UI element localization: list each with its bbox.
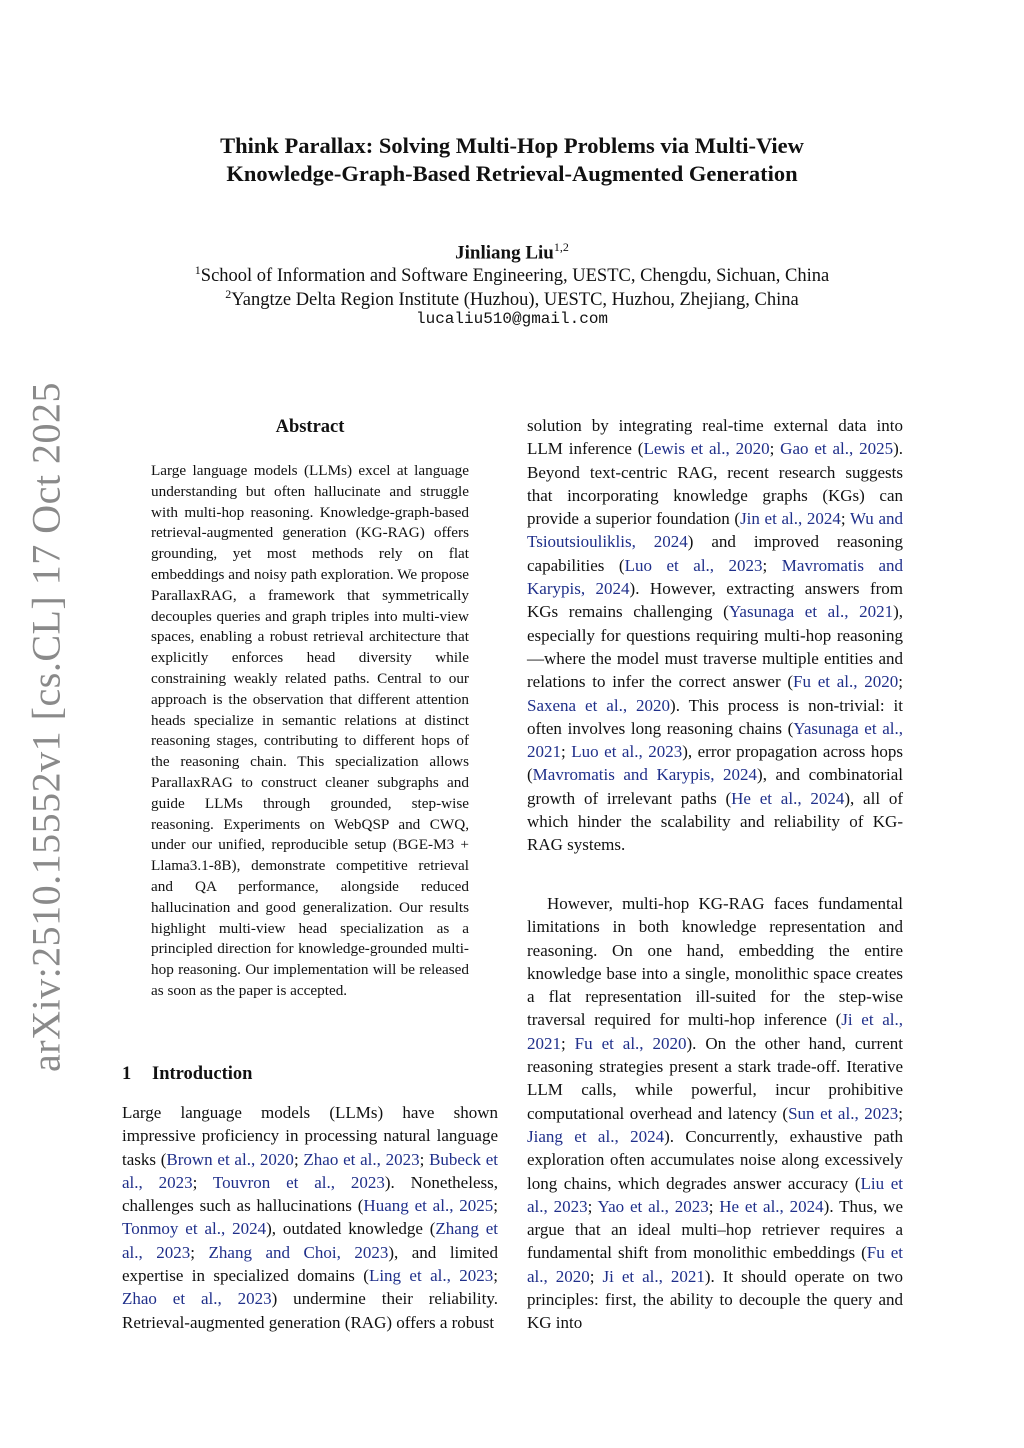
paragraph-text: ). On the other hand, current reasoning strategies present a stark trade-off. Iterative LLM calls, while powerful, incur prohibitive computational overhead and latency (	[527, 1033, 903, 1123]
citation-link[interactable]: Tonmoy et al., 2024	[122, 1219, 267, 1239]
affiliation-1-text: School of Information and Software Engineering, UESTC, Chengdu, Sichuan, China	[200, 266, 830, 287]
citation-link[interactable]: Ji et al., 2021	[527, 1010, 903, 1053]
paragraph-text: ;	[561, 1033, 575, 1053]
paragraph-text: ;	[587, 1196, 598, 1216]
paragraph-text: ;	[493, 1196, 498, 1216]
affiliation-2-text: Yangtze Delta Region Institute (Huzhou), UESTC, Huzhou, Zhejiang, China	[231, 290, 799, 311]
paragraph-text: ). This process is non-trivial: it often involves long reasoning chains (	[527, 695, 903, 738]
citation-link[interactable]: Wu and Tsioutsiouliklis, 2024	[527, 509, 903, 552]
paragraph-text: ). It should operate on two principles: first, the ability to decouple the query and KG into	[527, 1266, 903, 1333]
citation-link[interactable]: Gao et al., 2025	[780, 439, 894, 459]
section-title: Introduction	[152, 1064, 253, 1084]
paragraph-text: ;	[762, 555, 782, 575]
paragraph-text: ;	[898, 672, 903, 692]
paragraph-text: ), all of which hinder the scalability and reliability of KG-RAG systems.	[527, 788, 903, 855]
citation-link[interactable]: Huang et al., 2025	[363, 1196, 494, 1216]
citation-link[interactable]: He et al., 2024	[731, 788, 845, 808]
paragraph-text: ;	[898, 1103, 904, 1123]
citation-link[interactable]: Bubeck et al., 2023	[122, 1149, 498, 1192]
intro-paragraph-1-right	[527, 414, 903, 857]
paragraph-text: ;	[419, 1149, 430, 1169]
affiliation-2-mark: 2	[225, 287, 232, 301]
citation-link[interactable]: Brown et al., 2020	[166, 1149, 294, 1169]
intro-paragraph-1-left	[122, 1101, 498, 1334]
citation-link[interactable]: He et al., 2024	[719, 1196, 824, 1216]
paragraph-text: ;	[561, 742, 572, 762]
paragraph-text: However, multi-hop KG-RAG faces fundamental limitations in both knowledge representation and reasoning. On one hand, embedding the entire knowledge base into a single, monolithic space creates a flat representation ill-suited for the step-wise traversal required for multi-hop inference (	[527, 894, 903, 1030]
citation-link[interactable]: Luo et al., 2023	[571, 742, 683, 762]
citation-link[interactable]: Mavromatis and Karypis, 2024	[527, 555, 903, 599]
citation-link[interactable]: Liu et al., 2023	[527, 1173, 903, 1216]
paper-title	[0, 132, 1024, 188]
title-line-1: Think Parallax: Solving Multi-Hop Problems via Multi-View	[220, 133, 804, 158]
citation-link[interactable]: Yasunaga et al., 2021	[728, 602, 894, 622]
citation-link[interactable]: Zhang et al., 2023	[122, 1219, 498, 1262]
paragraph-text: ). However, extracting answers from KGs remains challenging (	[527, 579, 903, 622]
section-heading-introduction	[122, 1062, 252, 1086]
paragraph-text: ). Beyond text-centric RAG, recent research suggests that incorporating knowledge graphs (KGs) can provide a superior foundation (	[527, 439, 903, 529]
abstract-body: Large language models (LLMs) excel at language understanding but often hallucinate and struggle with multi-hop reasoning. Knowledge-graph-based retrieval-augmented generation (KG-RAG) offers grounding, yet most methods rely on flat embeddings and noisy path exploration. We propose ParallaxRAG, a framework that symmetrically decouples queries and graph triples into multi-view spaces, enabling a robust retrieval architecture that explicitly enforces head diversity while constraining weakly related paths. Central to our approach is the observation that different attention heads specialize in semantic relations at distinct reasoning stages, contributing to different hops of the reasoning chain. This specialization allows ParallaxRAG to construct cleaner subgraphs and guide LLMs through grounded, step-wise reasoning. Experiments on WebQSP and CWQ, under our unified, reproducible setup (BGE-M3 + Llama3.1-8B), demonstrate competitive retrieval and QA performance, alongside reduced hallucination and good generalization. Our results highlight multi-view head specialization as a principled direction for knowledge-grounded multi-hop reasoning. Our implementation will be released as soon as the paper is accepted.	[151, 462, 469, 999]
paragraph-text: ), error propagation across hops (	[527, 742, 904, 785]
citation-link[interactable]: Yasunaga et al., 2021	[527, 718, 903, 762]
paragraph-text: ;	[190, 1242, 209, 1262]
paragraph-text: solution by integrating real-time external data into LLM inference (	[527, 416, 903, 459]
citation-link[interactable]: Zhao et al., 2023	[122, 1289, 272, 1309]
citation-link[interactable]: Fu et al., 2020	[527, 1243, 903, 1286]
paragraph-text: ), and combinatorial growth of irrelevant paths (	[527, 765, 903, 808]
paragraph-text: ), especially for questions requiring multi-hop reasoning—where the model must traverse multiple entities and relations to infer the correct answer (	[527, 602, 903, 692]
citation-link[interactable]: Zhao et al., 2023	[303, 1149, 420, 1169]
paragraph-text: ;	[589, 1266, 603, 1286]
paragraph-text: ;	[493, 1266, 498, 1286]
citation-link[interactable]: Saxena et al., 2020	[527, 695, 671, 715]
paragraph-text: ), and limited expertise in specialized domains (	[122, 1242, 498, 1286]
citation-link[interactable]: Yao et al., 2023	[597, 1196, 709, 1216]
paragraph-text: ;	[769, 439, 781, 459]
paragraph-text: ). Nonetheless, challenges such as hallucinations (	[122, 1172, 498, 1216]
author-name: Jinliang Liu	[455, 242, 554, 264]
paragraph-text: ;	[192, 1172, 213, 1192]
citation-link[interactable]: Sun et al., 2023	[788, 1103, 899, 1123]
citation-link[interactable]: Touvron et al., 2023	[212, 1172, 385, 1192]
title-line-2: Knowledge-Graph-Based Retrieval-Augmented Generation	[226, 161, 798, 186]
paragraph-text: ) undermine their reliability. Retrieval-augmented generation (RAG) offers a robust	[122, 1289, 498, 1332]
paragraph-text: ;	[708, 1196, 720, 1216]
paragraph-text: ). Concurrently, exhaustive path exploration often accumulates noise along excessively long chains, which degrades answer accuracy (	[527, 1126, 903, 1193]
intro-paragraph-2	[527, 892, 903, 1335]
author-marks: 1,2	[553, 240, 569, 254]
paragraph-text: ;	[840, 509, 850, 529]
author-email[interactable]: lucaliu510@gmail.com	[415, 310, 609, 328]
citation-link[interactable]: Zhang and Choi, 2023	[208, 1242, 389, 1262]
paragraph-text: ), outdated knowledge (	[266, 1219, 436, 1239]
paragraph-text: ). Thus, we argue that an ideal multi–hop retriever requires a fundamental shift from monolithic embeddings (	[527, 1196, 904, 1263]
citation-link[interactable]: Jiang et al., 2024	[527, 1126, 665, 1146]
citation-link[interactable]: Mavromatis and Karypis, 2024	[532, 765, 758, 785]
citation-link[interactable]: Jin et al., 2024	[740, 509, 841, 529]
citation-link[interactable]: Lewis et al., 2020	[643, 439, 770, 459]
section-number: 1	[122, 1064, 132, 1084]
arxiv-stamp: arXiv:2510.15552v1 [cs.CL] 17 Oct 2025	[23, 381, 69, 1073]
abstract-heading: Abstract	[275, 417, 345, 437]
citation-link[interactable]: Fu et al., 2020	[793, 672, 899, 692]
paragraph-text: ;	[293, 1149, 304, 1169]
citation-link[interactable]: Luo et al., 2023	[624, 555, 763, 575]
citation-link[interactable]: Ling et al., 2023	[368, 1266, 494, 1286]
citation-link[interactable]: Fu et al., 2020	[574, 1033, 687, 1053]
citation-link[interactable]: Ji et al., 2021	[602, 1266, 705, 1286]
affiliation-1-mark: 1	[194, 263, 201, 277]
paragraph-text: Large language models (LLMs) have shown impressive proficiency in processing natural language tasks (	[122, 1103, 498, 1169]
paragraph-text: ) and improved reasoning capabilities (	[527, 532, 903, 575]
